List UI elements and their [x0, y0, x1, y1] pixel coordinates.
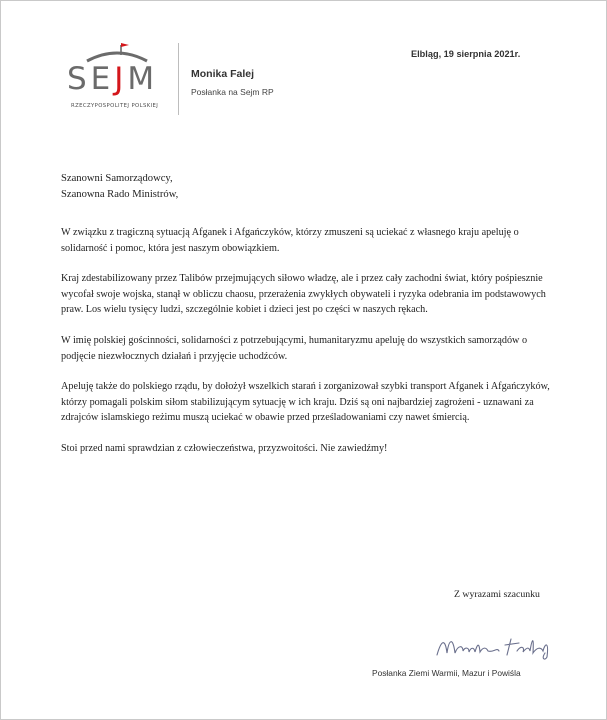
logo-wordmark: SEJM [67, 61, 159, 97]
logo-subtitle: RZECZYPOSPOLITEJ POLSKIEJ [71, 103, 159, 109]
paragraph: W związku z tragiczną sytuacją Afganek i Afgańczyków, którzy zmuszeni są uciekać z własnego kraju apeluję o solidarność i pomoc, która jest naszym obowiązkiem. [61, 227, 519, 254]
salutation [61, 171, 178, 203]
salutation-line: Szanowna Rado Ministrów, [61, 189, 179, 200]
footer-role: Posłanka Ziemi Warmii, Mazur i Powiśla [372, 668, 521, 678]
salutation-line: Szanowni Samorządowcy, [61, 173, 173, 184]
paragraph: Stoi przed nami sprawdzian z człowieczeństwa, przyzwoitości. Nie zawiedźmy! [61, 442, 388, 454]
paragraph: Kraj zdestabilizowany przez Talibów przejmujących siłowo władzę, ale i przez cały zachodni świat, który pośpiesznie wycofał swoje wojska, stanął w obliczu chaosu, przerażenia zwykłych obywateli i ryzyka odebrania im podstawowych praw. Los wielu tysięcy ludzi, szczególnie kobiet i dzieci jest po części w naszych rękach. [61, 273, 546, 316]
closing: Z wyrazami szacunku [454, 589, 540, 600]
header-divider [178, 43, 179, 115]
parliament-dome-icon [67, 39, 167, 63]
sender-role: Posłanka na Sejm RP [191, 87, 274, 97]
sejm-logo [67, 39, 167, 117]
place-date: Elbląg, 19 sierpnia 2021r. [411, 49, 521, 59]
sender-name: Monika Falej [191, 68, 255, 80]
letter-body [61, 225, 561, 472]
paragraph: W imię polskiej gościnności, solidarności z potrzebującymi, humanitaryzmu apeluję do wszystkich samorządów o podjęcie niezwłocznych działań i przyjęcie uchodźców. [61, 334, 528, 362]
handwritten-signature [433, 629, 563, 663]
paragraph: Apeluję także do polskiego rządu, by dołożył wszelkich starań i zorganizował szybki transport Afganek i Afgańczyków, którzy pomagali polskim siłom stabilizującym sytuację w ich kraju. Dziś są oni najbardziej zagrożeni - uznawani za zdrajców islamskiego reżimu muszą uciekać w obawie przed prześladowaniami czy nawet śmiercią. [61, 381, 550, 424]
